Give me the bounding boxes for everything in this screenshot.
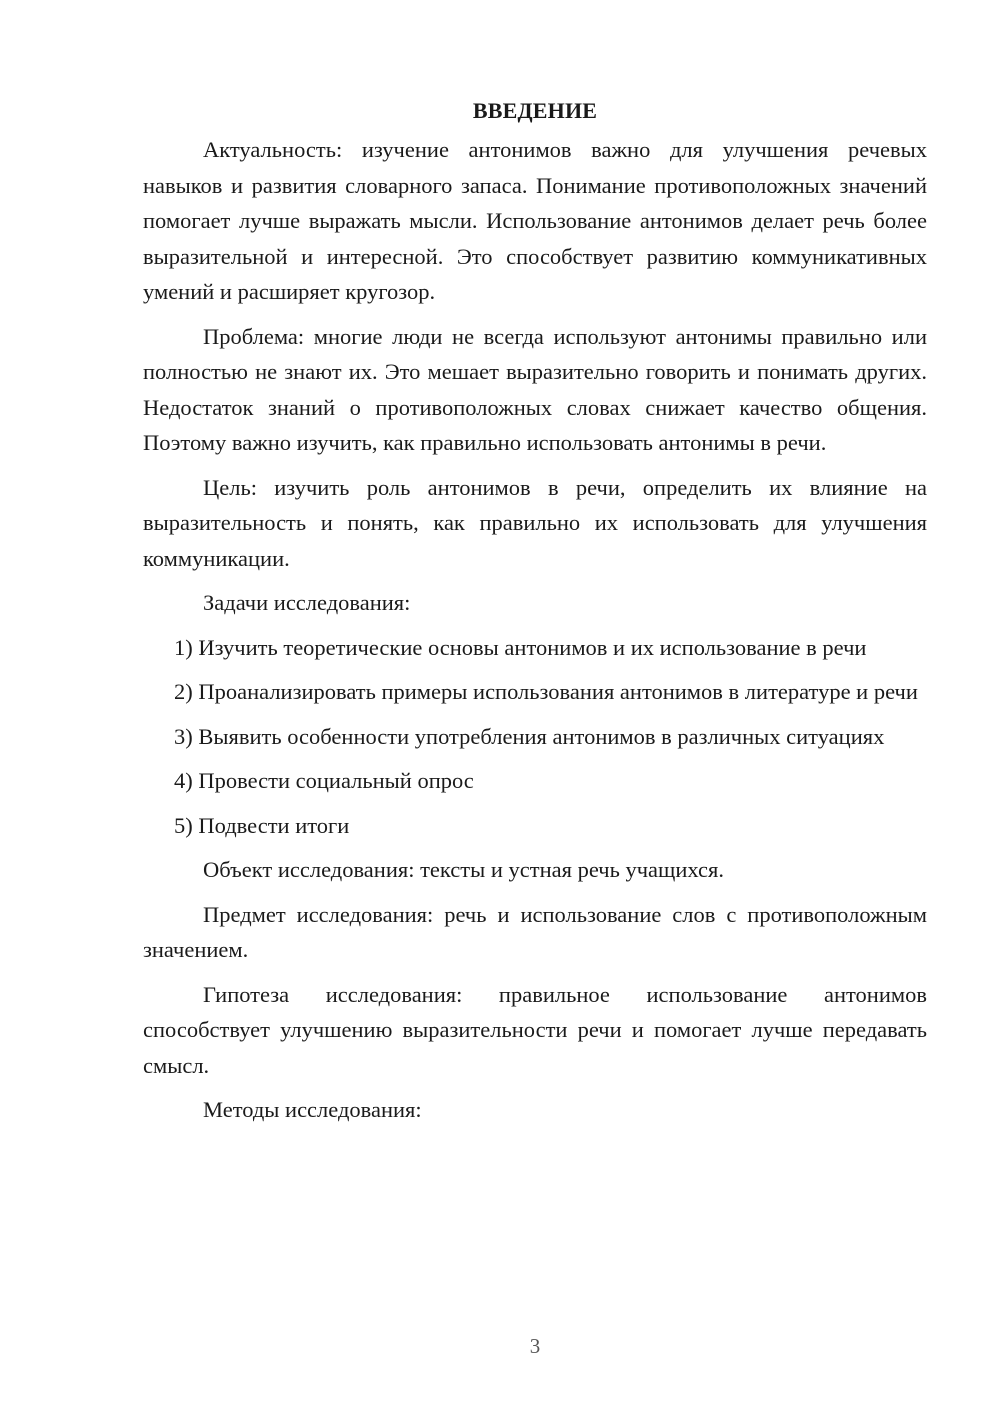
task-item: 1) Изучить теоретические основы антонимов и их использование в речи — [174, 634, 867, 660]
hypothesis-paragraph: Гипотеза исследования: правильное использование антонимов способствует улучшению выразительности речи и помогает лучше передавать смысл. — [143, 981, 927, 1078]
task-item: 5) Подвести итоги — [174, 812, 350, 838]
task-item: 3) Выявить особенности употребления антонимов в различных ситуациях — [174, 723, 885, 749]
problem-paragraph: Проблема: многие люди не всегда используют антонимы правильно или полностью не знают их. Это мешает выразительно говорить и понимать других. Недостаток знаний о противоположных словах снижает качество общения. Поэтому важно изучить, как правильно использовать антонимы в речи. — [143, 323, 927, 455]
section-heading: ВВЕДЕНИЕ — [472, 98, 598, 123]
page-number: 3 — [529, 1334, 541, 1358]
object-paragraph: Объект исследования: тексты и устная речь учащихся. — [203, 857, 724, 882]
relevance-paragraph: Актуальность: изучение антонимов важно для улучшения речевых навыков и развития словарного запаса. Понимание противоположных значений помогает лучше выражать мысли. Использование антонимов делает речь более выразительной и интересной. Это способствует развитию коммуникативных умений и расширяет кругозор. — [143, 137, 927, 304]
page-content — [143, 94, 927, 1128]
tasks-title: Задачи исследования: — [203, 590, 411, 615]
methods-title: Методы исследования: — [203, 1097, 422, 1122]
task-item: 4) Провести социальный опрос — [174, 768, 474, 793]
tasks-list — [143, 630, 927, 844]
task-item: 2) Проанализировать примеры использования антонимов в литературе и речи — [174, 679, 918, 704]
subject-paragraph: Предмет исследования: речь и использование слов с противоположным значением. — [143, 901, 927, 962]
goal-paragraph: Цель: изучить роль антонимов в речи, определить их влияние на выразительность и понять, как правильно их использовать для улучшения коммуникации. — [143, 474, 927, 571]
